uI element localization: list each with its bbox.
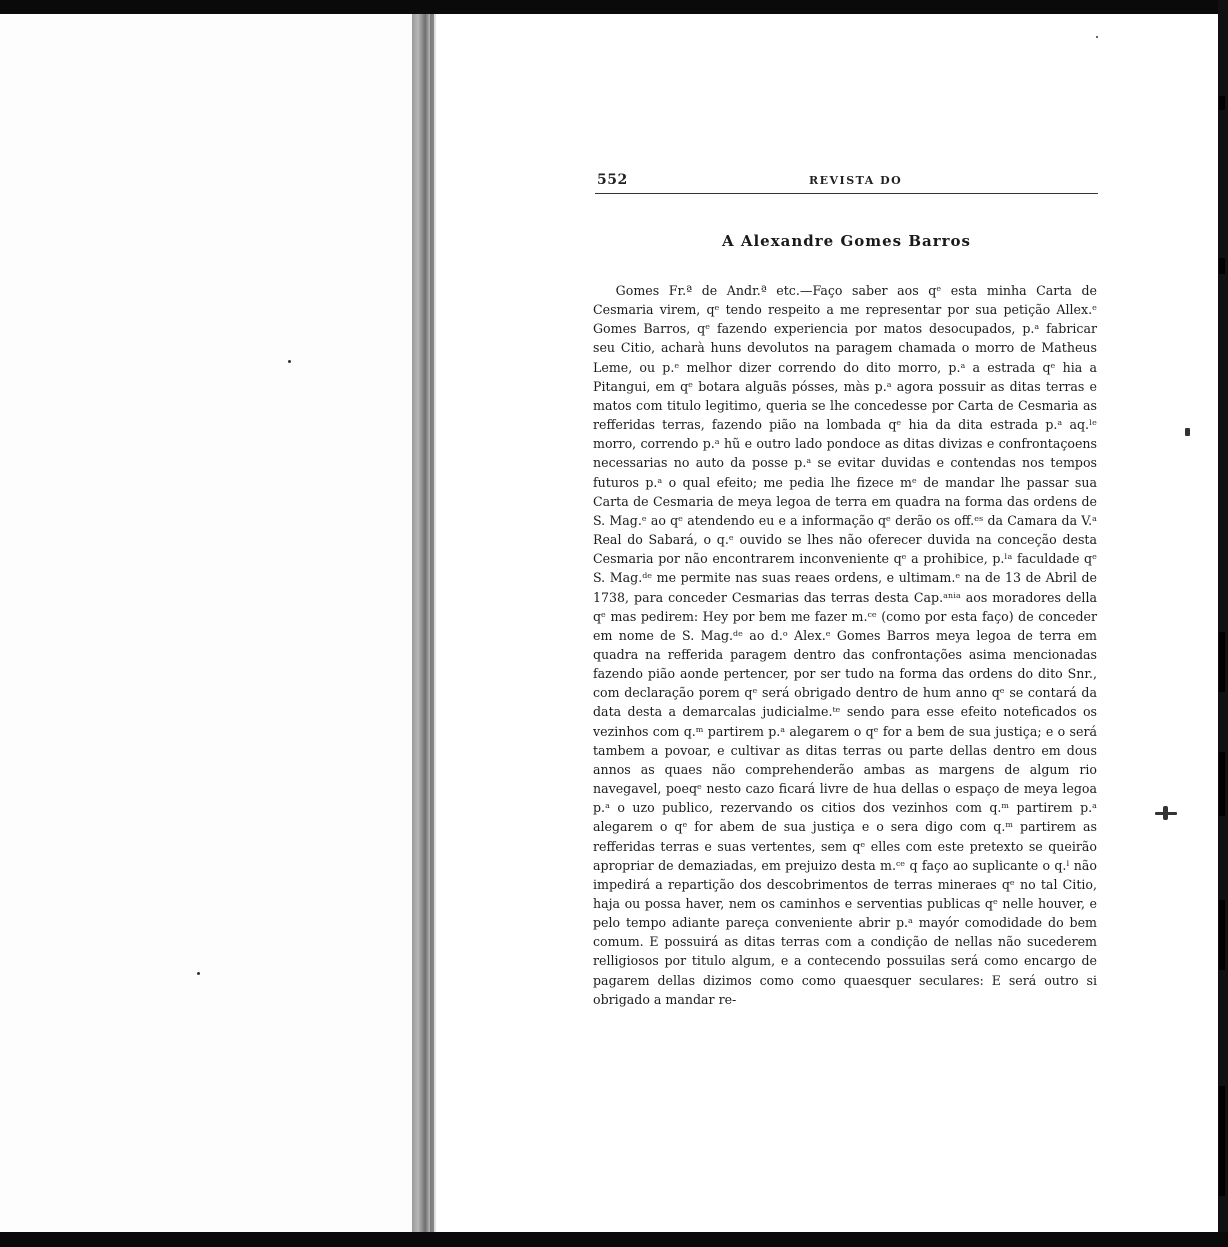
paper-speck	[1163, 806, 1168, 820]
scan-right-border	[1218, 0, 1228, 1247]
paper-speck	[1185, 428, 1190, 436]
page-edge-mark	[1219, 96, 1225, 110]
page-edge-mark	[1219, 632, 1225, 692]
header-rule	[595, 193, 1098, 194]
article-body: Gomes Fr.ª de Andr.ª etc.—Faço saber aos qᵉ esta minha Carta de Cesmaria virem, qᵉ tendo respeito a me representar por sua petição Allex.ᵉ Gomes Barros, qᵉ fazendo experiencia por matos desocupados, p.ᵃ fabricar seu Citio, acharà huns devolutos na paragem chamada o morro de Matheus Leme, ou p.ᵉ melhor dizer correndo do dito morro, p.ᵃ a estrada qᵉ hia a Pitangui, em qᵉ botara alguãs pósses, màs p.ᵃ agora possuir as ditas terras e matos com titulo legitimo, queria se lhe concedesse por Carta de Cesmaria as refferidas terras, fazendo pião na lombada qᵉ hia da dita estrada p.ᵃ aq.ˡᵉ morro, correndo p.ᵃ hũ e outro lado pondoce as ditas divizas e confrontaçoens necessarias no auto da posse p.ᵃ se evitar duvidas e contendas nos tempos futuros p.ᵃ o qual efeito; me pedia lhe fizece mᵉ de mandar lhe passar sua Carta de Cesmaria de meya legoa de terra em quadra na forma das ordens de S. Mag.ᵉ ao qᵉ atendendo eu e a informação qᵉ derão os off.ᵉˢ da Camara da V.ᵃ Real do Sabará, o q.ᵉ ouvido se lhes não oferecer duvida na conceção desta Cesmaria por não encontrarem inconveniente qᵉ a prohibice, p.ˡᵃ faculdade qᵉ S. Mag.ᵈᵉ me permite nas suas reaes ordens, e ultimam.ᵉ na de 13 de Abril de 1738, para conceder Cesmarias das terras desta Cap.ᵃⁿⁱᵃ aos moradores della qᵉ mas pedirem: Hey por bem me fazer m.ᶜᵉ (como por esta faço) de conceder em nome de S. Mag.ᵈᵉ ao d.ᵒ Alex.ᵉ Gomes Barros meya legoa de terra em quadra na refferida paragem dentro das confrontações asima mencionadas fazendo pião aonde pertencer, por ser tudo na forma das ordens do dito Snr., com declaração porem qᵉ será obrigado dentro de hum anno qᵉ se contará da data desta a demarcalas judicialme.ᵗᵉ sendo para esse efeito noteficados os vezinhos com q.ᵐ partirem p.ᵃ alegarem o qᵉ for a bem de sua justiça; e o será tambem a povoar, e cultivar as ditas terras ou parte dellas dentro em dous annos as quaes não comprehenderão ambas as margens de algum rio navegavel, poeqᵉ nesto cazo ficará livre de hua dellas o espaço de meya legoa p.ᵃ o uzo publico, rezervando os citios dos vezinhos com q.ᵐ partirem p.ᵃ alegarem o qᵉ for abem de sua justiça e o sera digo com q.ᵐ partirem as refferidas terras e suas vertentes, sem qᵉ elles com este pretexto se queirão apropriar de demaziadas, em prejuizo desta m.ᶜᵉ q faço ao suplicante o q.ˡ não impedirá a repartição dos descobrimentos de terras mineraes qᵉ no tal Citio, haja ou possa haver, nem os caminhos e serventias publicas qᵉ nelle houver, e pelo tempo adiante pareça conveniente abrir p.ᵃ mayór comodidade do bem comum. E possuirá as ditas terras com a condição de nellas não sucederem relligiosos por titulo algum, e a contecendo possuilas será como encargo de pagarem dellas dizimos como como quaesquer seculares: E será outro si obrigado a mandar re-	[593, 283, 1097, 1007]
page-edge-mark	[1219, 258, 1225, 274]
page-number: 552	[597, 172, 628, 188]
page-edge-mark	[1219, 900, 1225, 970]
article-title: A Alexandre Gomes Barros	[721, 232, 971, 250]
scan-top-border	[0, 0, 1228, 14]
left-blank-page	[0, 14, 412, 1232]
paper-speck	[288, 360, 291, 363]
paper-speck	[1096, 36, 1098, 38]
scan-bottom-border	[0, 1232, 1228, 1247]
running-head: REVISTA DO	[809, 174, 903, 187]
page-edge-mark	[1219, 1086, 1225, 1196]
page-edge-mark	[1219, 752, 1225, 816]
paper-speck	[197, 972, 200, 975]
gutter-shadow	[430, 14, 434, 1232]
